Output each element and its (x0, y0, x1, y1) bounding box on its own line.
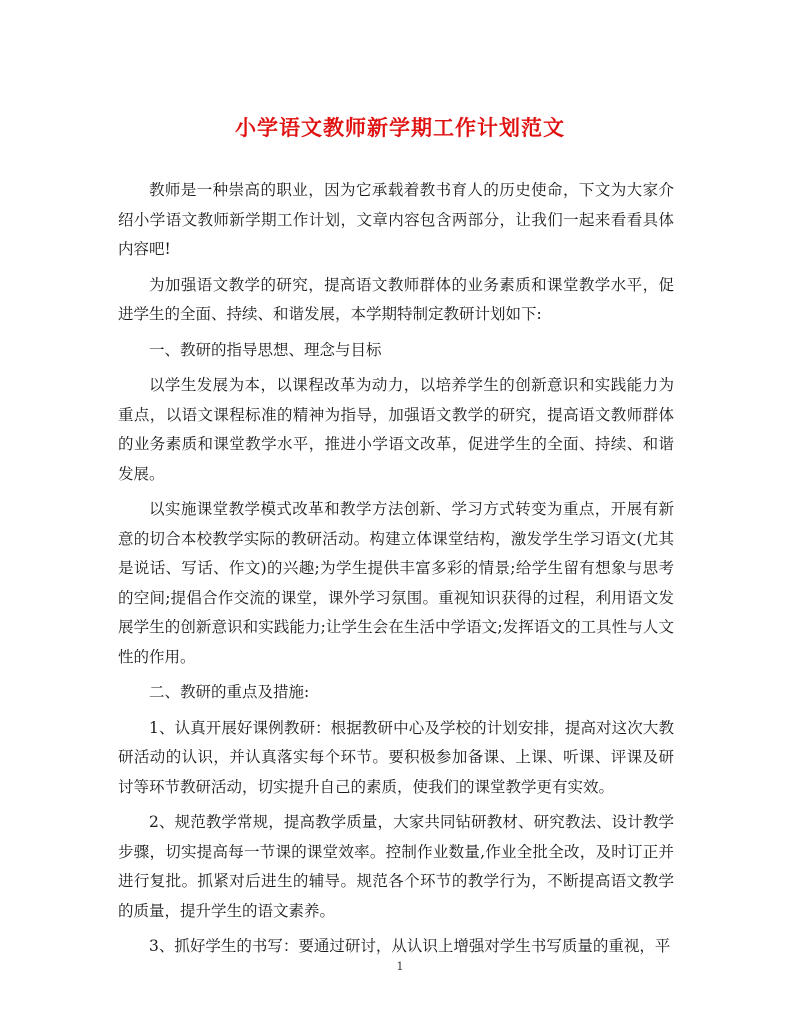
paragraph-measure-3: 3、抓好学生的书写：要通过研讨，从认识上增强对学生书写质量的重视，平 (149, 937, 671, 955)
paragraph-teaching-reform: 以实施课堂教学模式改革和教学方法创新、学习方式转变为重点，开展有新意的切合本校教学实际的教研活动。构建立体课堂结构，激发学生学习语文(尤其是说话、写话、作文)的兴趣;为学生提供丰富多彩的情景;给学生留有想象与思考的空间;提倡合作交流的课堂，课外学习氛围。重视知识获得的过程，利用语文发展学生的创新意识和实践能力;让学生会在生活中学语文;发挥语文的工具性与人文性的作用。 (118, 500, 674, 666)
paragraph-measure-2: 2、规范教学常规，提高教学质量，大家共同钻研教材、研究教法、设计教学步骤，切实提高每一节课的课堂效率。控制作业数量,作业全批全改，及时订正并进行复批。抓紧对后进生的辅导。规范各个环节的教学行为，不断提高语文教学的质量，提升学生的语文素养。 (118, 813, 674, 920)
section-heading-key-measures: 二、教研的重点及措施: (149, 683, 310, 701)
paragraph-measure-1: 1、认真开展好课例教研：根据教研中心及学校的计划安排，提高对这次大教研活动的认识，并认真落实每个环节。要积极参加备课、上课、听课、评课及研讨等环节教研活动，切实提升自己的素质，使我们的课堂教学更有实效。 (118, 718, 674, 796)
paragraph-guiding-thought: 以学生发展为本，以课程改革为动力，以培养学生的创新意识和实践能力为重点，以语文课程标准的精神为指导，加强语文教学的研究，提高语文教师群体的业务素质和课堂教学水平，推进小学语文改革，促进学生的全面、持续、和谐发展。 (118, 376, 674, 483)
document-body (118, 176, 674, 968)
paragraph-intro: 教师是一种崇高的职业，因为它承载着教书育人的历史使命，下文为大家介绍小学语文教师新学期工作计划，文章内容包含两部分，让我们一起来看看具体内容吧! (118, 181, 674, 258)
paragraph-purpose: 为加强语文教学的研究，提高语文教师群体的业务素质和课堂教学水平，促进学生的全面、持续、和谐发展，本学期特制定教研计划如下: (118, 275, 674, 323)
page-number: 1 (396, 960, 404, 973)
document-title: 小学语文教师新学期工作计划范文 (235, 115, 565, 140)
section-heading-guiding-thought: 一、教研的指导思想、理念与目标 (149, 340, 382, 359)
